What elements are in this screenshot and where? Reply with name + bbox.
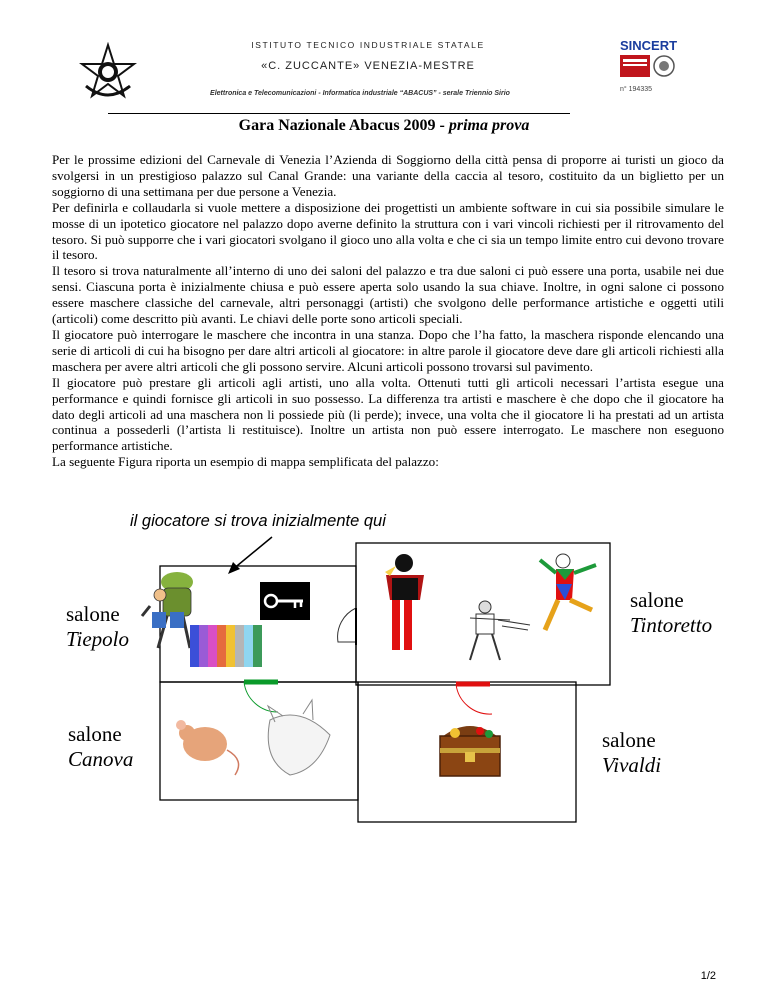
room-prefix: salone (630, 588, 684, 612)
page-number: 1/2 (700, 970, 716, 982)
palace-map (0, 530, 768, 860)
paragraph: Il tesoro si trova naturalmente all’interno di uno dei saloni del palazzo e tra due saloni ci può essere una porta, usabile nei due sensi. Ciascuna porta è inizialmente chiusa e può essere aperta solo usando la sua chiave. Inoltre, in ogni salone ci possono essere maschere classiche del carnevale, altri personaggi (artisti) che svolgono delle performance artistiche e oggetti utili (articoli) come descritto più avanti. Le chiavi delle porte sono articoli speciali. (52, 263, 724, 327)
paragraph: Il giocatore può prestare gli articoli agli artisti, uno alla volta. Ottenuti tutti gli articoli necessari l’artista esegue una performance e quindi fornisce gli articoli in suo possesso. La differenza tra artisti e maschere è che dopo che il giocatore ha dato degli articoli ad una maschera non li possiede più (li perde); invece, una volta che il giocatore li ha prestati ad un artista continua a possederli (l’artista li restituisce). Inoltre un artista non può essere interrogato. Le maschere non eseguono performance artistiche. (52, 374, 724, 454)
institute-name: ISTITUTO TECNICO INDUSTRIALE STATALE (251, 40, 485, 50)
treasure-chest-icon (440, 726, 500, 776)
page-title (0, 117, 768, 135)
room-label-canova (68, 722, 133, 772)
mask-icon (385, 554, 424, 650)
door-tiepolo-canova (244, 682, 278, 712)
artist-icon (470, 601, 530, 660)
school-name: «C. ZUCCANTE» VENEZIA-MESTRE (261, 60, 475, 72)
paragraph: Per le prossime edizioni del Carnevale di Venezia l’Azienda di Soggiorno della città pensa di proporre ai turisti un gioco da svolgersi in un prestigioso palazzo sul Canal Grande: una variante della caccia al tesoro, costituito da un biglietto per un soggiorno di una settimana per due persone a Venezia. (52, 152, 724, 199)
header-divider (108, 113, 570, 114)
room-prefix: salone (68, 722, 122, 746)
room-label-tiepolo (66, 602, 129, 652)
harlequin-icon (540, 554, 596, 630)
start-arrow (232, 537, 272, 570)
title-sub: prima prova (448, 117, 530, 134)
figure-caption: il giocatore si trova inizialmente qui (130, 512, 386, 530)
problem-text (52, 152, 724, 470)
title-main: Gara Nazionale Abacus 2009 - (238, 117, 449, 134)
courses-line: Elettronica e Telecomunicazioni - Informatica industriale “ABACUS” - serale Triennio Sirio (210, 90, 510, 97)
start-arrowhead (228, 562, 240, 574)
door-tintoretto-vivaldi (456, 684, 492, 714)
sincert-logo-text: SINCERT (620, 38, 678, 53)
room-name: Vivaldi (602, 753, 662, 777)
key-icon (260, 582, 310, 620)
paragraph: Il giocatore può interrogare le maschere che incontra in una stanza. Dopo che l’ha fatto, la maschera risponde elencando una serie di articoli di cui ha bisogno per dare altri articoli al giocatore: in altre parole il giocatore deve dare gli articoli richiesti alla maschera per avere altri articoli che gli possono servire. Alcuni articoli possono trovarsi sul pavimento. (52, 326, 724, 374)
room-prefix: salone (602, 728, 656, 752)
room-prefix: salone (66, 602, 120, 626)
paragraph: Per definirla e collaudarla si vuole mettere a disposizione dei progettisti un ambiente software in cui sia possibile simulare le mosse di un ipotetico giocatore nel palazzo dopo averne definito la struttura con i vari vincoli richiesti per il ritrovamento del tesoro. Si può supporre che i vari giocatori svolgano il gioco uno alla volta e che ci sia un tempo limite entro cui devono trovare il tesoro. (52, 199, 724, 263)
republic-emblem-icon (78, 42, 138, 102)
door-tiepolo-tintoretto (338, 608, 356, 645)
player-icon (142, 572, 193, 648)
certification-number: n° 194335 (620, 86, 652, 93)
certification-badge-icon (620, 53, 680, 81)
room-label-tintoretto (630, 588, 712, 638)
room-name: Tiepolo (66, 627, 130, 651)
room-name: Tintoretto (630, 613, 713, 637)
paragraph: La seguente Figura riporta un esempio di mappa semplificata del palazzo: (52, 454, 439, 470)
room-label-vivaldi (602, 728, 661, 778)
color-swatches-icon (190, 625, 262, 667)
cat-icon (268, 700, 330, 775)
mouse-icon (176, 720, 239, 775)
room-name: Canova (68, 747, 134, 771)
sincert-logo (620, 38, 680, 84)
